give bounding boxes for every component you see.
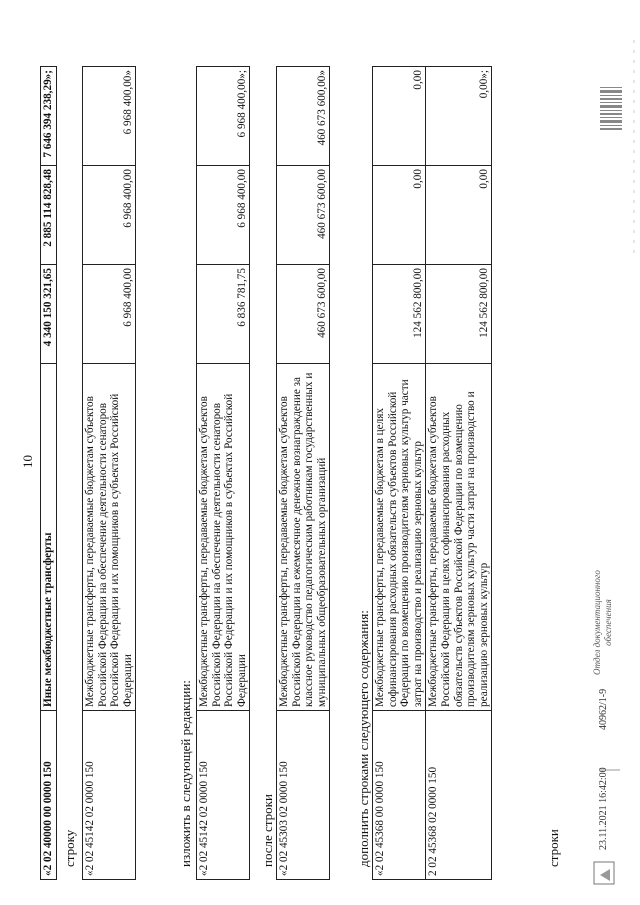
table-row	[41, 67, 57, 880]
table-row	[426, 67, 492, 880]
label-after-row: после строки	[260, 794, 275, 867]
value-2021: 4 340 150 321,65	[41, 265, 57, 364]
value-2023: 7 646 394 238,29»;	[41, 67, 57, 166]
print-timestamp: 23.11.2021 16:42:00	[598, 767, 609, 850]
row-name: Иные межбюджетные трансферты	[41, 364, 57, 711]
value-2021: 124 562 800,00	[373, 265, 426, 364]
scanner-logo-icon	[590, 857, 620, 887]
label-rows: строки	[546, 829, 561, 867]
row-name: Межбюджетные трансферты, передаваемые бюджетам субъектов Российской Федерации в целях софинансирования расходных обязательств субъектов Российской Федерации по возмещению производителям зерновых культур части затрат на производство и реализацию зерновых культур	[426, 364, 492, 711]
value-2023: 460 673 600,00»	[277, 67, 330, 166]
row-name: Межбюджетные трансферты, передаваемые бюджетам субъектов Российской Федерации на обеспечение деятельности сенаторов Российской Федерации и их помощников в субъектах Российской Федерации	[197, 364, 250, 711]
value-2021: 460 673 600,00	[277, 265, 330, 364]
row-code: 2 02 45368 02 0000 150	[426, 711, 492, 880]
value-2022: 460 673 600,00	[277, 166, 330, 265]
department-stamp	[592, 570, 614, 675]
value-2022: 0,00	[373, 166, 426, 265]
table-row	[277, 67, 330, 880]
header-table	[40, 66, 57, 880]
barcode-icon	[598, 40, 626, 130]
value-2023: 6 968 400,00»	[83, 67, 136, 166]
old-row-table	[82, 66, 136, 880]
new-row-table	[196, 66, 250, 880]
table-row	[83, 67, 136, 880]
after-row-table	[276, 66, 330, 880]
row-code: «2 02 45142 02 0000 150	[83, 711, 136, 880]
value-2021: 6 968 400,00	[83, 265, 136, 364]
value-2022: 2 885 114 828,48	[41, 166, 57, 265]
label-replace: изложить в следующей редакции:	[178, 680, 193, 867]
table-row	[373, 67, 426, 880]
added-rows-table	[372, 66, 492, 880]
row-code: «2 02 45303 02 0000 150	[277, 711, 330, 880]
row-name: Межбюджетные трансферты, передаваемые бюджетам в целях софинансирования расходных обязательств субъектов Российской Федерации по возмещению производителям зерновых культур части затрат на производство и реализацию зерновых культур	[373, 364, 426, 711]
label-add-rows: дополнить строками следующего содержания:	[356, 610, 371, 867]
value-2022: 6 968 400,00	[83, 166, 136, 265]
row-code: «2 02 40000 00 0000 150	[41, 711, 57, 880]
value-2021: 124 562 800,00	[426, 265, 492, 364]
value-2023: 0,00»;	[426, 67, 492, 166]
stamp-line-1: Отдел документационного	[592, 570, 602, 675]
row-code: «2 02 45368 00 0000 150	[373, 711, 426, 880]
stamp-line-2: обеспечения	[603, 599, 613, 646]
value-2022: 0,00	[426, 166, 492, 265]
row-name: Межбюджетные трансферты, передаваемые бюджетам субъектов Российской Федерации на ежемесячное денежное вознаграждение за классное руководство педагогическим работникам государственных и муниципальных общеобразовательных организаций	[277, 364, 330, 711]
page-number: 10	[20, 455, 35, 468]
value-2023: 0,00	[373, 67, 426, 166]
row-name: Межбюджетные трансферты, передаваемые бюджетам субъектов Российской Федерации на обеспечение деятельности сенаторов Российской Федерации и их помощников в субъектах Российской Федерации	[83, 364, 136, 711]
table-row	[197, 67, 250, 880]
value-2022: 6 968 400,00	[197, 166, 250, 265]
label-row-word: строку	[62, 829, 77, 867]
document-number: 40962/1-9	[598, 688, 609, 730]
value-2023: 6 968 400,00»;	[197, 67, 250, 166]
value-2021: 6 836 781,75	[197, 265, 250, 364]
row-code: «2 02 45142 02 0000 150	[197, 711, 250, 880]
